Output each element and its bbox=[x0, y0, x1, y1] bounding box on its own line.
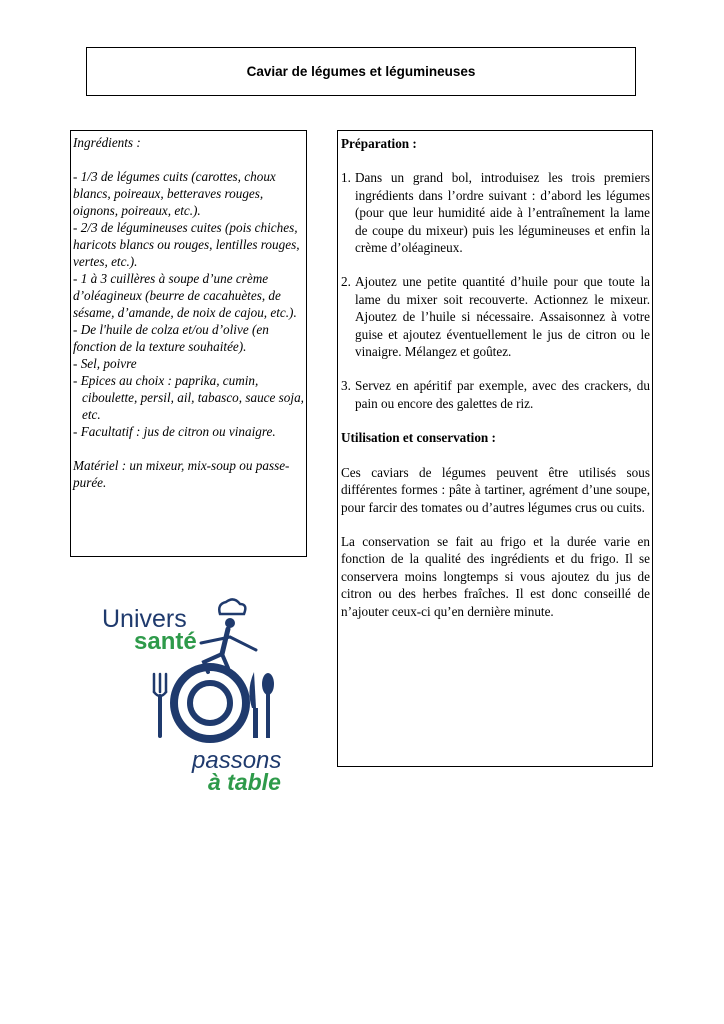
ingredients-heading: Ingrédients : bbox=[73, 135, 141, 150]
logo-text-sante: santé bbox=[134, 628, 197, 655]
logo-text-passons: passons bbox=[192, 747, 282, 774]
plate-icon bbox=[174, 667, 246, 739]
step-item bbox=[341, 169, 650, 256]
step-number: 3. bbox=[341, 378, 351, 394]
ingredient-item: - De l'huile de colza et/ou d’olive (en fonction de la texture souhaitée). bbox=[73, 322, 269, 354]
step-item bbox=[341, 273, 650, 360]
ingredient-facultatif: - Facultatif : jus de citron ou vinaigre. bbox=[73, 424, 276, 439]
logo-text-univers: Univers bbox=[102, 605, 187, 633]
logo-text-a-table: à table bbox=[208, 769, 281, 795]
step-text: Dans un grand bol, introduisez les trois premiers ingrédients dans l’ordre suivant : d’abord les légumes (pour que leur humidité aide à l’entraînement la lame de coupe du mixeur) puis les légumineuses et enfin la crème d’oléagineux. bbox=[355, 170, 650, 256]
title-box bbox=[86, 47, 636, 96]
step-text: Ajoutez une petite quantité d’huile pour que toute la lame du mixer soit recouverte. Actionnez le mixeur. Ajoutez de l’huile si nécessaire. Assaisonnez à votre guise et ajoutez éventuellement le jus de citron ou le vinaigre. Mélangez et goûtez. bbox=[355, 274, 650, 360]
knife-icon bbox=[249, 672, 258, 738]
page-title: Caviar de légumes et légumineuses bbox=[246, 64, 476, 79]
step-number: 1. bbox=[341, 170, 351, 186]
ingredients-box bbox=[70, 130, 307, 557]
ingredient-item: - 1 à 3 cuillères à soupe d’une crème d’oléagineux (beurre de cacahuètes, de sésame, d’amande, de noix de cajou, etc.). bbox=[73, 271, 297, 320]
usage-paragraph-1: Ces caviars de légumes peuvent être utilisés sous différentes formes : pâte à tartiner, agrément d’une soupe, pour farcir des tomates ou d’autres légumes crus ou cuits. bbox=[341, 464, 650, 515]
univers-sante-logo bbox=[96, 596, 306, 796]
materiel: Matériel : un mixeur, mix-soup ou passe-purée. bbox=[73, 458, 290, 490]
ingredient-epices: - Epices au choix : paprika, cumin, bbox=[73, 373, 259, 388]
ingredient-epices-cont: ciboulette, persil, ail, tabasco, sauce soja, etc. bbox=[82, 390, 304, 422]
step-text: Servez en apéritif par exemple, avec des crackers, du pain ou encore des galettes de riz. bbox=[355, 378, 650, 411]
preparation-heading: Préparation : bbox=[341, 136, 417, 151]
usage-heading: Utilisation et conservation : bbox=[341, 430, 496, 446]
chef-figure-icon bbox=[201, 599, 256, 672]
step-number: 2. bbox=[341, 274, 351, 290]
ingredient-item: - 1/3 de légumes cuits (carottes, choux blancs, poireaux, betteraves rouges, oignons, poireaux, etc.). bbox=[73, 169, 276, 218]
usage-paragraph-2: La conservation se fait au frigo et la durée varie en fonction de la qualité des ingrédients et du frigo. Il se conservera moins longtemps si vous ajoutez du jus de citron ou des herbes fraîches. Il est donc conseillé de n’ajouter ceux-ci qu’en dernière minute. bbox=[341, 533, 650, 619]
preparation-box bbox=[337, 130, 653, 767]
spoon-icon bbox=[262, 673, 274, 738]
logo-graphic bbox=[96, 596, 306, 796]
preparation-steps bbox=[341, 169, 650, 412]
step-item bbox=[341, 377, 650, 412]
ingredient-item: - 2/3 de légumineuses cuites (pois chiches, haricots blancs ou rouges, lentilles rouges, vertes, etc.). bbox=[73, 220, 300, 269]
ingredient-item: - Sel, poivre bbox=[73, 356, 137, 371]
fork-icon bbox=[154, 674, 166, 736]
